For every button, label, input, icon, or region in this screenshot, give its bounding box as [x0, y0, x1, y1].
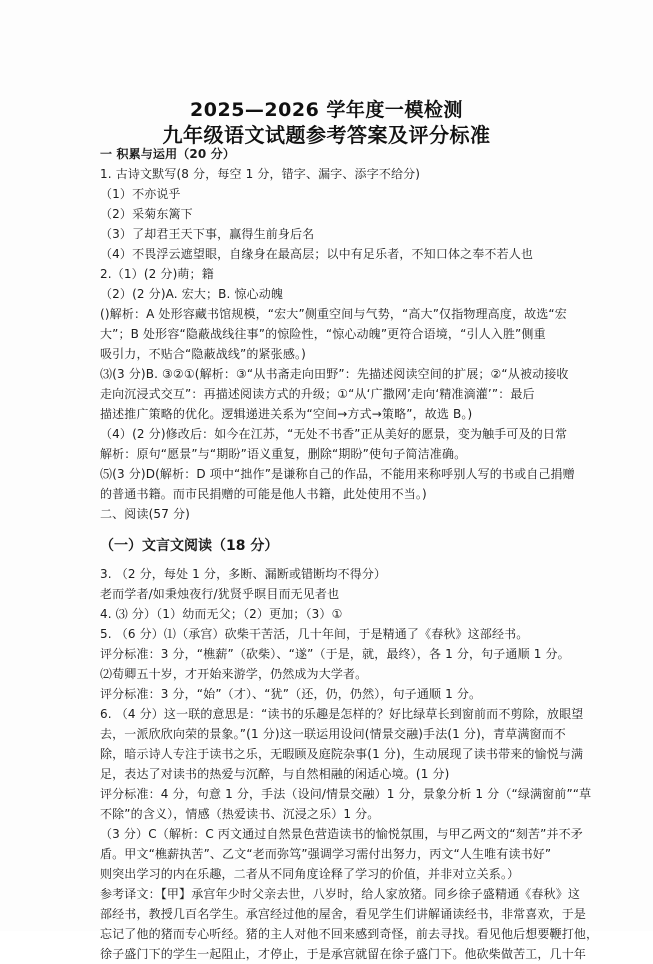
document-body: [100, 144, 599, 964]
q1-label: 1. 古诗文默写(8 分，每空 1 分，错字、漏字、添字不给分): [100, 167, 421, 181]
q6-line-5: 评分标准：4 分，句意 1 分，手法（设问/情景交融）1 分，景象分析 1 分（“绿满窗前”“草: [100, 787, 592, 801]
section-1-heading: 一 积累与运用（20 分）: [100, 147, 236, 161]
translation-line-3: 忘记了他的猪而专心听经。猪的主人对他不回来感到奇怪，前去寻找。看见他后想要鞭打他，: [100, 927, 599, 941]
q1-answer-1: （1）不亦说乎: [100, 187, 181, 201]
q5-line-1: 5. （6 分）⑴（承宫）砍柴干苦活，几十年间，于是精通了《春秋》这部经书。: [100, 627, 529, 641]
translation-line-2: 部经书，教授几百名学生。承宫经过他的屋舍，看见学生们讲解诵读经书，非常喜欢，于是: [100, 907, 587, 921]
q2-part3-line-1: ⑶(3 分)B. ③②①(解析：③“从书斋走向田野”：先描述阅读空间的扩展；②“从被动接收: [100, 367, 569, 381]
document-title-line-1: 2025—2026 学年度一模检测: [190, 99, 463, 121]
q1-answer-3: （3）了却君王天下事，赢得生前身后名: [100, 227, 315, 241]
subsection-classical-reading-heading: （一）文言文阅读（18 分）: [100, 538, 279, 554]
q2-part2: （2）(2 分)A. 宏大；B. 惊心动魄: [100, 287, 284, 301]
q3-label: 3. （2 分，每处 1 分，多断、漏断或错断均不得分）: [100, 567, 387, 581]
q6-line-3: 除，暗示诗人专注于读书之乐，无暇顾及庭院杂事(1 分)，生动展现了读书带来的愉悦与满: [100, 747, 584, 761]
q7-line-1: （3 分）C（解析：C 丙文通过自然景色营造读书的愉悦氛围，与甲乙两文的“刻苦”并不矛: [100, 827, 583, 841]
q2-part2-analysis-3: 吸引力，不贴合“隐蔽战线”的紧张感。): [100, 347, 306, 361]
translation-line-1: 参考译文：【甲】承宫年少时父亲去世，八岁时，给人家放猪。同乡徐子盛精通《春秋》这: [100, 887, 581, 901]
q2-part4-line-1: （4）(2 分)修改后：如今在江苏，“无处不书香”正从美好的愿景，变为触手可及的日常: [100, 427, 568, 441]
q6-line-6: 不除”的含义），情感（热爱读书、沉浸之乐）1 分。: [100, 807, 380, 821]
translation-line-4: 徐子盛门下的学生一起阻止，才停止，于是承宫就留在徐子盛门下。他砍柴做苦工，几十年: [100, 947, 587, 961]
q7-line-3: 则突出学习的内在乐趣，二者从不同角度诠释了学习的价值，并非对立关系。）: [100, 867, 520, 881]
q2-part3-line-2: 走向沉浸式交互”：再描述阅读方式的升级；①“从‘广撒网’走向‘精准滴灌’”：最后: [100, 387, 535, 401]
q2-part1: 2.（1）(2 分)萌；籍: [100, 267, 214, 281]
q1-answer-4: （4）不畏浮云遮望眼，自缘身在最高层；以中有足乐者，不知口体之奉不若人也: [100, 247, 534, 261]
q2-part4-line-2: 解析：原句“愿景”与“期盼”语义重复，删除“期盼”使句子简洁准确。: [100, 447, 467, 461]
q2-part5-line-2: 的普通书籍。而市民捐赠的可能是他人书籍，此处使用不当。): [100, 487, 427, 501]
q2-part5-line-1: ⑸(3 分)D(解析：D 项中“拙作”是谦称自己的作品，不能用来称呼别人写的书或自己捐赠: [100, 467, 575, 481]
q2-part2-analysis-1: ()解析：A 处形容藏书馆规模，“宏大”侧重空间与气势，“高大”仅指物理高度，故选“宏: [100, 307, 567, 321]
q6-line-2: 去，一派欣欣向荣的景象。”(1 分)这一联运用设问(情景交融)手法(1 分)，青草满窗而不: [100, 727, 566, 741]
q6-line-4: 足，表达了对读书的热爱与沉醉，与自然相融的闲适心境。(1 分): [100, 767, 450, 781]
q2-part2-analysis-2: 大”；B 处形容“隐蔽战线往事”的惊险性，“惊心动魄”更符合语境，“引人入胜”侧重: [100, 327, 546, 341]
document-title-line-2: 九年级语文试题参考答案及评分标准: [162, 123, 491, 147]
section-2-heading: 二、阅读(57 分): [100, 507, 190, 521]
q1-answer-2: （2）采菊东篱下: [100, 207, 193, 221]
q4-answer: 4. ⑶ 分）（1）幼而无父；（2）更加；（3）①: [100, 607, 343, 621]
q2-part3-line-3: 描述推广策略的优化。逻辑递进关系为“空间→方式→策略”，故选 B。): [100, 407, 473, 421]
q5-line-4: 评分标准：3 分，“始”（才）、“犹”（还，仍，仍然），句子通顺 1 分。: [100, 687, 482, 701]
q6-line-1: 6. （4 分）这一联的意思是：“读书的乐趣是怎样的？好比绿草长到窗前而不剪除，放眼望: [100, 707, 584, 721]
q5-line-3: ⑵荀卿五十岁，才开始来游学，仍然成为大学者。: [100, 667, 368, 681]
q5-line-2: 评分标准：3 分，“樵薪”（砍柴）、“遂”（于是，就，最终），各 1 分，句子通顺 1 分。: [100, 647, 570, 661]
q3-answer: 老而学者/如秉烛夜行/犹贤乎暝目而无见者也: [100, 587, 340, 601]
q7-line-2: 盾。甲文“樵薪执苦”、乙文“老而弥笃”强调学习需付出努力，丙文“人生唯有读书好”: [100, 847, 552, 861]
